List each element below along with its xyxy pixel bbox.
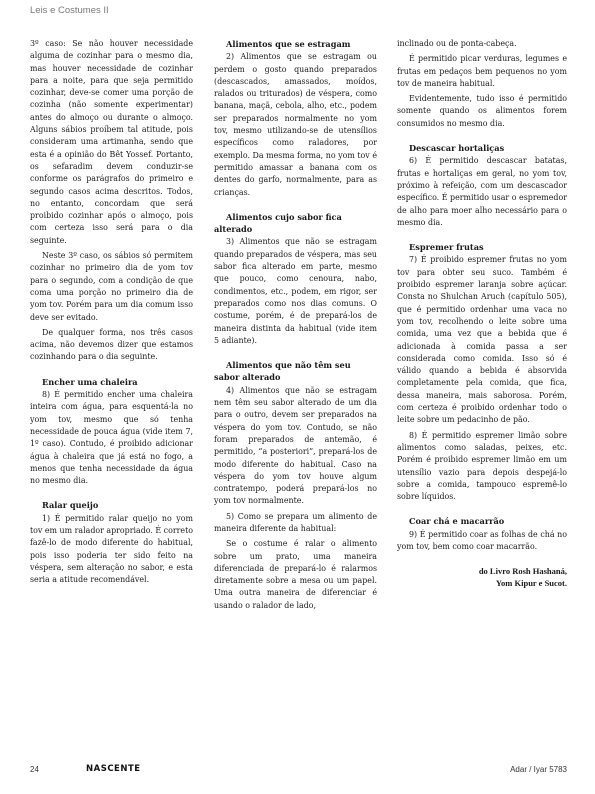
source-credit-line: Yom Kipur e Sucot. — [495, 578, 567, 589]
section-heading: Alimentos cujo sabor fica alterado — [214, 211, 342, 235]
paragraph: 2) Alimentos que se estragam ou perdem o gosto quando preparados (descascados, amassados, moídos, ralados ou triturados) de véspera, como banana, maçã, cebola, alho, etc., podem ser preparados normalmente no yom tov, mesmo utilizando-se de utensílios específicos como raladores, por exemplo. Da mesma forma, no yom tov é permitido amassar a banana com os dentes do garfo, normalmente, para as crianças. — [214, 52, 377, 197]
paragraph: 5) Como se prepara um alimento de maneira diferente da habitual: — [214, 511, 377, 533]
text-column-1 — [30, 38, 193, 589]
page-footer — [30, 765, 567, 779]
issue-date: Adar / Iyar 5783 — [510, 765, 567, 774]
paragraph: De qualquer forma, nos três casos acima, não devemos dizer que estamos cozinhando para o dia seguinte. — [30, 327, 193, 362]
paragraph: Neste 3º caso, os sábios só permitem cozinhar no primeiro dia de yom tov para o segundo, com a condição de que coma uma porção no primeiro dia de yom tov. Porém para um dia comum isso deve ser evitado. — [30, 251, 193, 322]
source-credit — [397, 565, 567, 589]
paragraph: 4) Alimentos que não se estragam nem têm seu sabor alterado de um dia para o outro, devem ser preparados na véspera do yom tov. Contudo, se não foram preparados de antemão, é permitido, “a posteriori”, prepará-los de modo diferente do habitual. Caso na véspera do yom tov houve algum contratempo, poderá prepará-los no yom tov normalmente. — [214, 385, 377, 506]
paragraph: 1) É permitido ralar queijo no yom tov em um ralador apropriado. É correto fazê-lo de modo diferente do habitual, pois isso poderia ter sido feito na véspera, sem alteração no sabor, e esta seria a atitude recomendável. — [30, 513, 193, 585]
section-heading: Alimentos que se estragam — [226, 39, 351, 49]
running-title: Leis e Costumes II — [30, 5, 109, 16]
section-heading: Ralar queijo — [42, 500, 99, 511]
paragraph: 6) É permitido descascar batatas, frutas e hortaliças em geral, no yom tov, próximo à refeição, com um descascador específico. É permitido usar o espremedor de alho para moer alho necessário para o mesmo dia. — [397, 156, 567, 227]
page-number: 24 — [30, 765, 39, 774]
paragraph: 3º caso: Se não houver necessidade alguma de cozinhar para o mesmo dia, mas houver necessidade de cozinhar para a noite, para que seja permitido cozinhar, deve-se comer uma porção de cozinha (não somente experimentar) antes do almoço ou durante o almoço. Alguns sábios proíbem tal atitude, pois consideram uma artimanha, sendo que esta é a opinião do Bêt Yossef. Portanto, os sefaradim devem conduzir-se conforme os parágrafos do primeiro e segundo casos acima descritos. Todos, no entanto, concordam que será proibido cozinhar após o almoço, pois com certeza isso será para o dia seguinte. — [30, 39, 193, 245]
section-heading: Espremer frutas — [409, 242, 484, 253]
section-heading: Alimentos que não têm seu sabor alterado — [214, 360, 351, 383]
section-heading: Descascar hortaliças — [409, 143, 505, 154]
paragraph: inclinado ou de ponta-cabeça. — [397, 39, 517, 48]
paragraph: 3) Alimentos que não se estragam quando preparados de véspera, mas seu sabor fica alterado em parte, mesmo que pouco, como cenoura, nabo, condimentos, etc., podem, em rigor, ser preparados como nos dias comuns. O costume, porém, é de prepará-los de maneira distinta da habitual (vide item 5 adiante). — [214, 237, 377, 345]
source-credit-line: do Livro Rosh Hashaná, — [478, 566, 567, 577]
section-heading: Coar chá e macarrão — [409, 516, 505, 527]
paragraph: 7) É proibido espremer frutas no yom tov para obter seu suco. Também é proibido espremer laranja sobre açúcar. Consta no Shulchan Aruch (capítulo 505), que é permitido ordenhar uma vaca no yom tov, recolhendo o leite sobre uma comida, uma vez que a bebida que é adicionada à comida passa a ser considerada como comida. Isso só é válido quando a bebida é absorvida completamente pela comida, que fica, dessa maneira, mais saborosa. Porém, com certeza é proibido ordenhar todo o leite sobre um pedacinho de pão. — [397, 255, 567, 425]
text-column-3 — [397, 38, 567, 589]
text-column-2 — [214, 38, 377, 615]
paragraph: 8) É permitido espremer limão sobre alimentos como saladas, peixes, etc. Porém é proibido espremer limão em um utensílio vazio para depois despejá-lo sobre a comida, tampouco espremê-lo sobre líquidos. — [397, 430, 567, 502]
section-heading: Encher uma chaleira — [42, 376, 138, 387]
paragraph: 8) É permitido encher uma chaleira inteira com água, para esquentá-la no yom tov, mesmo que só tenha necessidade de pouca água (vide item 7, 1º caso). Contudo, é proibido adicionar água à chaleira que já está no fogo, a menos que tenha necessidade da água no mesmo dia. — [30, 390, 193, 486]
paragraph: É permitido picar verduras, legumes e frutas em pedaços bem pequenos no yom tov de maneira habitual. — [397, 54, 567, 88]
paragraph: 9) É permitido coar as folhas de chá no yom tov, bem como coar macarrão. — [397, 529, 567, 551]
paragraph: Evidentemente, tudo isso é permitido somente quando os alimentos forem consumidos no mesmo dia. — [397, 94, 567, 128]
paragraph: Se o costume é ralar o alimento sobre um prato, uma maneira diferenciada de prepará-lo é ralarmos diretamente sobre a mesa ou um papel. Uma outra maneira de diferenciar é usando o ralador de lado, — [214, 539, 377, 610]
magazine-logo: NASCENTE — [86, 764, 141, 774]
